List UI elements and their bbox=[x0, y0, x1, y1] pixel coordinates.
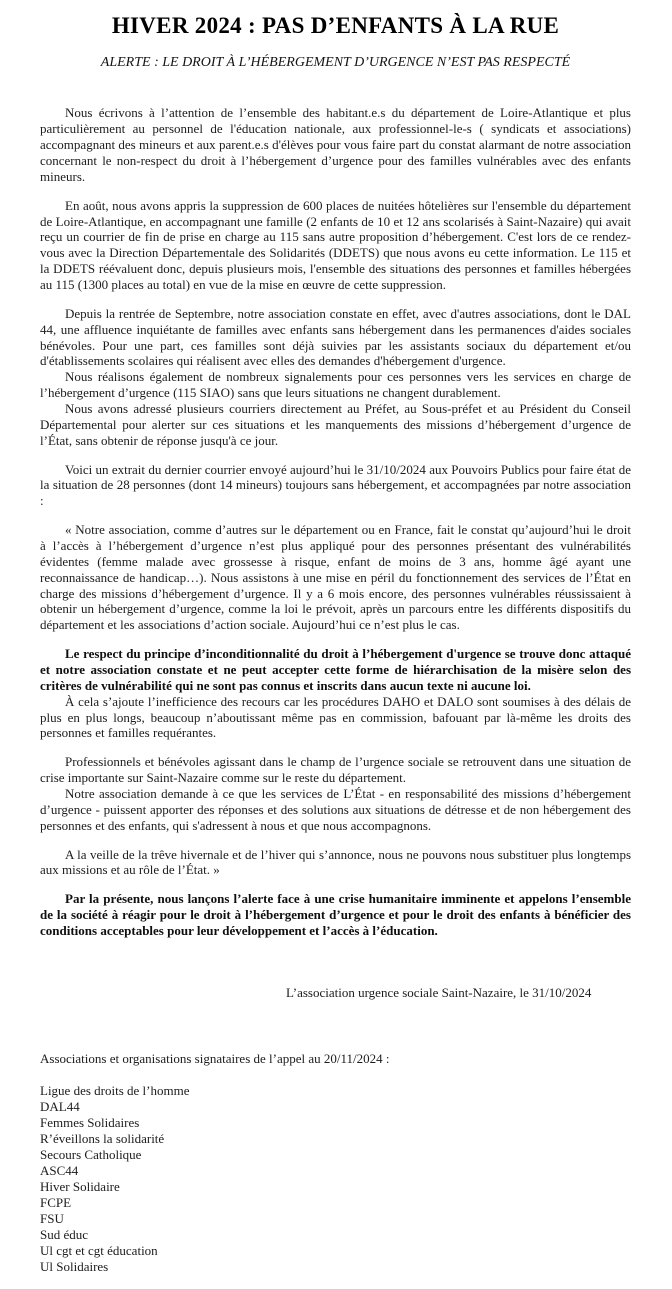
body-paragraph-courriers: Nous avons adressé plusieurs courriers directement au Préfet, au Sous-préfet et au Président du Conseil Départemental pour alerter sur ces situations et les manquements des missions d’hébergement d’urgence de l’État, sans obtenir de réponse jusqu'à ce jour. bbox=[40, 401, 631, 448]
document-title: HIVER 2024 : PAS D’ENFANTS À LA RUE bbox=[111, 13, 560, 38]
signature-line: L’association urgence sociale Saint-Nazaire, le 31/10/2024 bbox=[286, 984, 592, 1000]
signatory-item: Femmes Solidaires bbox=[40, 1114, 140, 1130]
signatory-item: Hiver Solidaire bbox=[40, 1178, 120, 1194]
quote-paragraph-treve: A la veille de la trêve hivernale et de l’hiver qui s’annonce, nous ne pouvons nous substituer plus longtemps aux missions et au rôle de l’État. » bbox=[40, 846, 631, 878]
bold-paragraph-inconditionnalite: Le respect du principe d’inconditionnalité du droit à l’hébergement d'urgence se trouve donc attaqué et notre association constate et ne peut accepter cette forme de hiérarchisation de la misère selon des critères de vulnérabilité qui ne sont pas connus et inscrits dans aucun texte ni aucune loi. bbox=[40, 646, 631, 693]
signatory-item: Ul Solidaires bbox=[40, 1258, 109, 1274]
signatory-item: ASC44 bbox=[40, 1162, 79, 1178]
signatories-heading: Associations et organisations signataires de l’appel au 20/11/2024 : bbox=[40, 1050, 390, 1066]
body-paragraph-professionnels: Professionnels et bénévoles agissant dans le champ de l’urgence sociale se retrouvent dans une situation de crise importante sur Saint-Nazaire comme sur le reste du département. bbox=[40, 754, 631, 786]
quote-paragraph-constat: « Notre association, comme d’autres sur le département ou en France, fait le constat qu’aujourd’hui le droit à l’accès à l’hébergement d’urgence n’est plus appliqué pour des personnes présentant des vulnérabilités évidentes (femme malade avec grossesse à risque, enfant de moins de 3 ans, homme âgé ayant une reconnaissance de handicap…). Nous assistons à une mise en péril du fonctionnement des services de l’État en charge des missions d’hébergement d’urgence. Il y a 6 mois encore, des personnes vulnérables réussissaient à obtenir un hébergement d’urgence, comme la loi le prévoit, après un parcours entre les différents dispositifs du département et les associations d’action sociale. Aujourd’hui ce n’est plus le cas. bbox=[40, 522, 631, 633]
signatory-item: Secours Catholique bbox=[40, 1146, 142, 1162]
signatory-item: DAL44 bbox=[40, 1098, 80, 1114]
body-paragraph-intro: Nous écrivons à l’attention de l’ensemble des habitant.e.s du département de Loire-Atlantique et plus particulièrement au personnel de l'éducation nationale, aux professionnel-le-s ( syndicats et associations) accompagnant des mineurs et aux parent.e.s d'élèves pour vous faire part du constat alarmant de notre association concernant le non-respect du droit à l’hébergement d’urgence pour des familles vulnérables avec des enfants mineurs. bbox=[40, 105, 631, 184]
body-paragraph-demande: Notre association demande à ce que les services de L’État - en responsabilité des missions d’hébergement d’urgence - puissent apporter des réponses et des solutions aux situations de détresse et de non hébergement des personnes et des enfants, qui s'adressent à nous et que nous accompagnons. bbox=[40, 786, 631, 833]
bold-paragraph-alerte: Par la présente, nous lançons l’alerte face à une crise humanitaire imminente et appelons l’ensemble de la société à réagir pour le droit à l’hébergement d’urgence et pour le droit des enfants à bénéficier des conditions acceptables pour leur développement et l’accès à l’éducation. bbox=[40, 891, 631, 939]
body-paragraph-signalements: Nous réalisons également de nombreux signalements pour ces personnes vers les services en charge de l’hébergement d’urgence (115 SIAO) sans que leurs situations ne changent durablement. bbox=[40, 369, 631, 401]
letter-body bbox=[40, 105, 631, 939]
signatory-item: Ligue des droits de l’homme bbox=[40, 1082, 190, 1098]
signatories-list bbox=[40, 1083, 631, 1275]
document-subtitle: ALERTE : LE DROIT À L’HÉBERGEMENT D’URGENCE N’EST PAS RESPECTÉ bbox=[100, 54, 571, 70]
body-paragraph-august: En août, nous avons appris la suppression de 600 places de nuitées hôtelières sur l'ensemble du département de Loire-Atlantique, en accompagnant une famille (2 enfants de 10 et 12 ans scolarisés à Saint-Nazaire) qui avait reçu un courrier de fin de prise en charge au 115 sans autre proposition d’hébergement. C'est lors de ce rendez-vous avec la Direction Départementale des Solidarités (DDETS) que nous avons eu cette information. Le 115 et la DDETS réévaluent donc, depuis plusieurs mois, l'ensemble des situations des personnes et familles hébergées au 115 (1300 places au total) en vue de la mise en œuvre de cette suppression. bbox=[40, 197, 631, 292]
body-paragraph-recours: À cela s’ajoute l’inefficience des recours car les procédures DAHO et DALO sont soumises à des délais de plus en plus longs, beaucoup n’aboutissant même pas en commission, bafouant par là-même les droits des personnes et familles requérantes. bbox=[40, 693, 631, 741]
signatory-item: Ul cgt et cgt éducation bbox=[40, 1242, 158, 1258]
signatory-item: FSU bbox=[40, 1210, 64, 1226]
signatory-item: R’éveillons la solidarité bbox=[40, 1130, 165, 1146]
body-paragraph-september: Depuis la rentrée de Septembre, notre association constate en effet, avec d'autres associations, dont le DAL 44, une affluence inquiétante de familles avec enfants sans hébergement dans les permanences d'aides sociales bénévoles. Pour une part, ces familles sont déjà suivies par les assistants sociaux du département et/ou d'établissements scolaires qui réalisent avec elles des demandes d'hébergement d'urgence. bbox=[40, 305, 631, 369]
signatory-item: Sud éduc bbox=[40, 1226, 89, 1242]
signatory-item: FCPE bbox=[40, 1194, 72, 1210]
body-paragraph-extrait: Voici un extrait du dernier courrier envoyé aujourd’hui le 31/10/2024 aux Pouvoirs Publics pour faire état de la situation de 28 personnes (dont 14 mineurs) toujours sans hébergement, et accompagnées par notre association : bbox=[40, 461, 631, 509]
